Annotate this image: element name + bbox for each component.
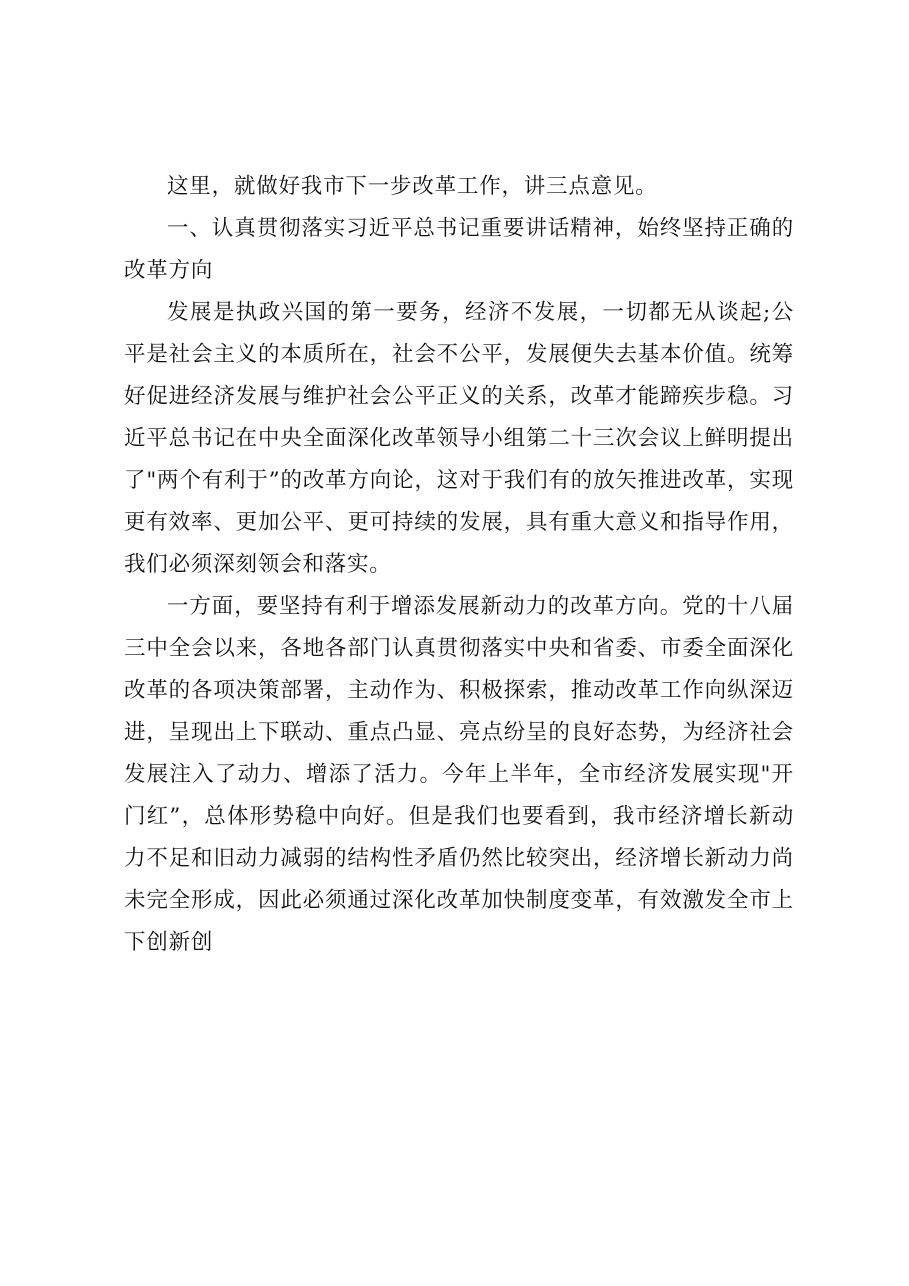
paragraph-intro: 这里，就做好我市下一步改革工作，讲三点意见。 [167, 174, 658, 199]
document-body [124, 166, 794, 964]
paragraph-first-aspect: 一方面，要坚持有利于增添发展新动力的改革方向。党的十八届三中全会以来，各地各部门认真贯彻落实中央和省委、市委全面深化改革的各项决策部署，主动作为、积极探索，推动改革工作向纵深迈进，呈现出上下联动、重点凸显、亮点纷呈的良好态势，为经济社会发展注入了动力、增添了活力。今年上半年，全市经济发展实现"开门红”，总体形势稳中向好。但是我们也要看到，我市经济增长新动力不足和旧动力减弱的结构性矛盾仍然比较突出，经济增长新动力尚未完全形成，因此必须通过深化改革加快制度变革，有效激发全市上下创新创 [124, 594, 794, 955]
paragraph-development: 发展是执政兴国的第一要务，经济不发展，一切都无从谈起;公平是社会主义的本质所在，社会不公平，发展便失去基本价值。统筹好促进经济发展与维护社会公平正义的关系，改革才能蹄疾步稳。习近平总书记在中央全面深化改革领导小组第二十三次会议上鲜明提出了"两个有利于”的改革方向论，这对于我们有的放矢推进改革，实现更有效率、更加公平、更可持续的发展，具有重大意义和指导作用，我们必须深刻领会和落实。 [124, 300, 794, 577]
section-heading-1: 一、认真贯彻落实习近平总书记重要讲话精神，始终坚持正确的改革方向 [124, 216, 794, 283]
